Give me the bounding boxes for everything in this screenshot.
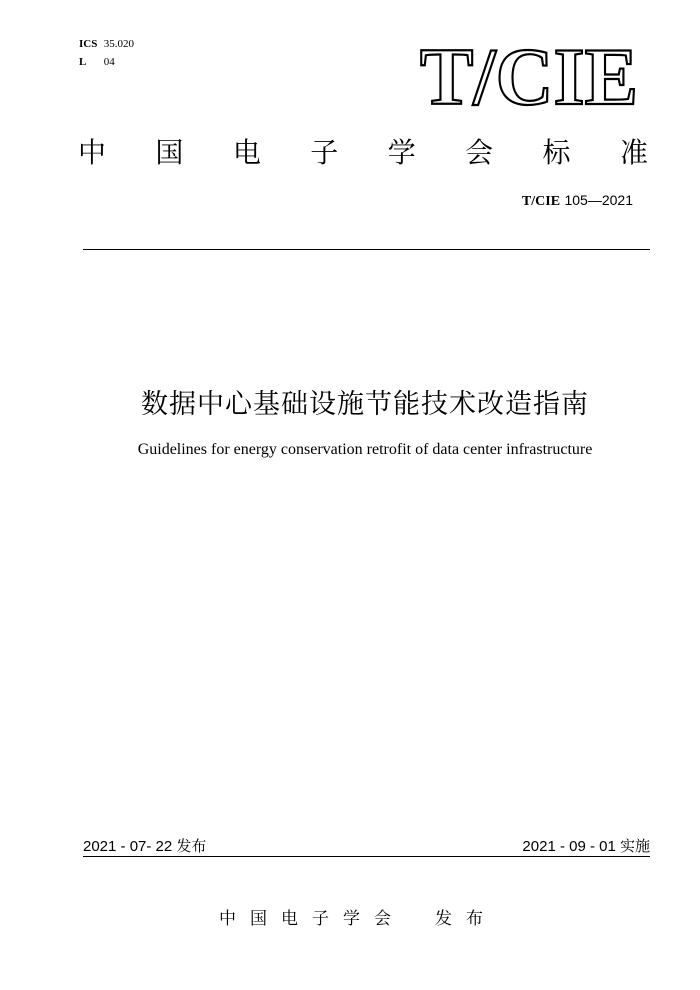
classification-codes bbox=[79, 35, 134, 71]
ics-line bbox=[79, 35, 134, 53]
banner-char: 子 bbox=[310, 136, 339, 169]
standard-prefix: T/CIE bbox=[521, 194, 561, 209]
tcie-logo bbox=[420, 36, 642, 110]
publisher-verb: 发布 bbox=[435, 909, 497, 929]
title-chinese: 数据中心基础设施节能技术改造指南 bbox=[141, 389, 589, 420]
ccs-line bbox=[79, 53, 134, 71]
banner-char: 国 bbox=[155, 136, 184, 169]
banner-char: 会 bbox=[465, 136, 494, 169]
issue-date: 2021 - 07- 22 发布 bbox=[83, 838, 207, 855]
publisher-char: 会 bbox=[374, 909, 391, 929]
publisher-char: 电 bbox=[281, 909, 298, 929]
organization-banner bbox=[78, 135, 648, 171]
standard-number bbox=[522, 192, 633, 210]
publisher bbox=[219, 904, 497, 929]
banner-char: 电 bbox=[232, 136, 261, 169]
publisher-char: 国 bbox=[250, 909, 267, 929]
bottom-divider bbox=[83, 856, 650, 857]
ics-value: 35.020 bbox=[103, 38, 134, 50]
effective-date: 2021 - 09 - 01 实施 bbox=[522, 838, 650, 855]
banner-char: 标 bbox=[542, 136, 571, 169]
banner-char: 学 bbox=[387, 136, 416, 169]
ics-label: ICS bbox=[79, 38, 98, 50]
ccs-value: 04 bbox=[103, 56, 115, 68]
logo-text: T/CIE bbox=[420, 36, 638, 110]
publisher-char: 中 bbox=[219, 909, 236, 929]
ccs-label: L bbox=[79, 56, 87, 68]
top-divider bbox=[83, 249, 650, 250]
publisher-char: 学 bbox=[343, 909, 360, 929]
banner-char: 准 bbox=[619, 136, 648, 169]
title-english: Guidelines for energy conservation retrofit of data center infrastructure bbox=[137, 441, 593, 458]
standard-code: 105—2021 bbox=[564, 192, 633, 208]
publisher-char: 子 bbox=[312, 909, 329, 929]
banner-char: 中 bbox=[78, 136, 107, 169]
